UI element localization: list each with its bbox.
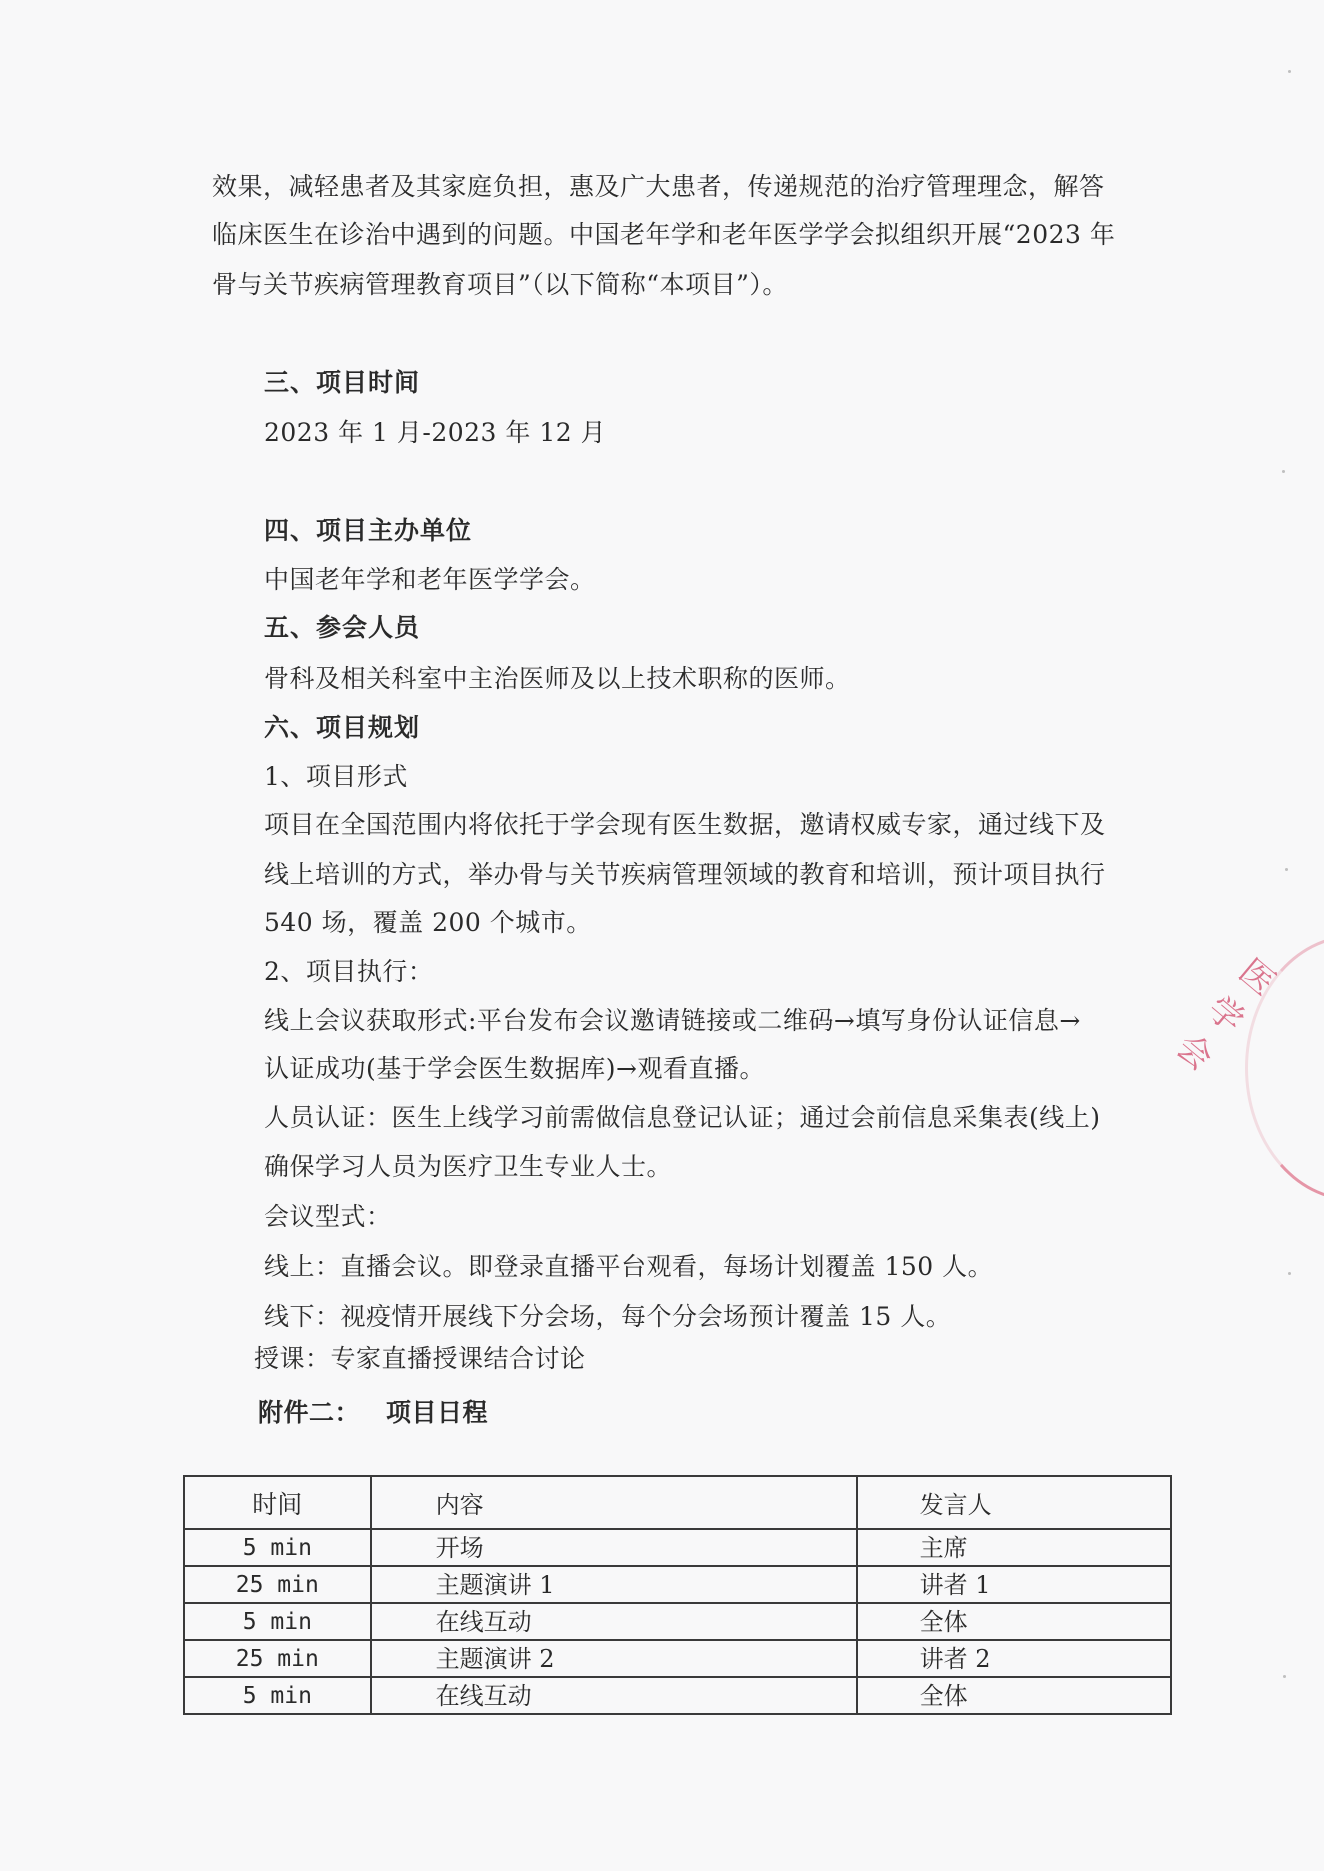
seal-text: 医学会 [1168,951,1283,1079]
format-line: 线上培训的方式，举办骨与关节疾病管理领域的教育和培训，预计项目执行 [264,860,1106,889]
cell-speaker: 讲者 2 [857,1640,1171,1677]
cell-content: 开场 [371,1529,857,1566]
format-line: 项目在全国范围内将依托于学会现有医生数据，邀请权威专家，通过线下及 [264,810,1106,839]
execution-line: 会议型式： [264,1202,392,1231]
section-heading-organizer: 四、项目主办单位 [264,516,473,545]
execution-line: 确保学习人员为医疗卫生专业人士。 [264,1152,673,1181]
table-row [184,1603,1171,1640]
subsection-title-execution: 2、项目执行： [264,957,434,986]
intro-line: 效果，减轻患者及其家庭负担，惠及广大患者，传递规范的治疗管理理念，解答 [212,172,1105,201]
execution-line: 授课：专家直播授课结合讨论 [254,1344,586,1373]
intro-line: 临床医生在诊治中遇到的问题。中国老年学和老年医学学会拟组织开展“2023 年 [212,220,1116,249]
cell-speaker: 主席 [857,1529,1171,1566]
subsection-title-format: 1、项目形式 [264,762,408,791]
cell-content: 主题演讲 2 [371,1640,857,1677]
scan-speck [1288,1272,1291,1275]
cell-speaker: 全体 [857,1603,1171,1640]
table-row [184,1529,1171,1566]
cell-time: 25 min [184,1566,371,1603]
cell-content: 主题演讲 1 [371,1566,857,1603]
column-header-time: 时间 [184,1476,371,1529]
cell-content: 在线互动 [371,1603,857,1640]
schedule-title [258,1396,514,1430]
section-body-attendees: 骨科及相关科室中主治医师及以上技术职称的医师。 [264,664,851,693]
table-header-row [184,1476,1171,1529]
cell-speaker: 讲者 1 [857,1566,1171,1603]
format-line: 540 场，覆盖 200 个城市。 [264,908,592,937]
execution-line: 认证成功(基于学会医生数据库)→观看直播。 [264,1054,765,1083]
cell-time: 5 min [184,1529,371,1566]
table-row [184,1566,1171,1603]
cell-time: 5 min [184,1603,371,1640]
section-body-time: 2023 年 1 月-2023 年 12 月 [264,418,607,447]
table-row [184,1677,1171,1714]
cell-speaker: 全体 [857,1677,1171,1714]
execution-line: 人员认证：医生上线学习前需做信息登记认证；通过会前信息采集表(线上) [264,1103,1101,1132]
table-row [184,1640,1171,1677]
execution-line: 线上会议获取形式:平台发布会议邀请链接或二维码→填写身份认证信息→ [264,1006,1081,1035]
cell-content: 在线互动 [371,1677,857,1714]
execution-line: 线下：视疫情开展线下分会场，每个分会场预计覆盖 15 人。 [264,1302,952,1331]
section-heading-attendees: 五、参会人员 [264,613,421,642]
cell-time: 25 min [184,1640,371,1677]
scan-speck [1283,1675,1286,1678]
attachment-label: 附件二： [258,1398,361,1427]
scan-speck [1285,868,1288,871]
section-heading-time: 三、项目时间 [264,368,421,397]
cell-time: 5 min [184,1677,371,1714]
schedule-title-text: 项目日程 [386,1398,489,1427]
scan-speck [1288,70,1291,73]
execution-line: 线上：直播会议。即登录直播平台观看，每场计划覆盖 150 人。 [264,1252,994,1281]
section-body-organizer: 中国老年学和老年医学学会。 [264,565,596,594]
column-header-speaker: 发言人 [857,1476,1171,1529]
section-heading-planning: 六、项目规划 [264,713,421,742]
scan-speck [1282,470,1285,473]
intro-line: 骨与关节疾病管理教育项目”（以下简称“本项目”）。 [212,270,788,299]
schedule-table [183,1475,1172,1715]
column-header-content: 内容 [371,1476,857,1529]
